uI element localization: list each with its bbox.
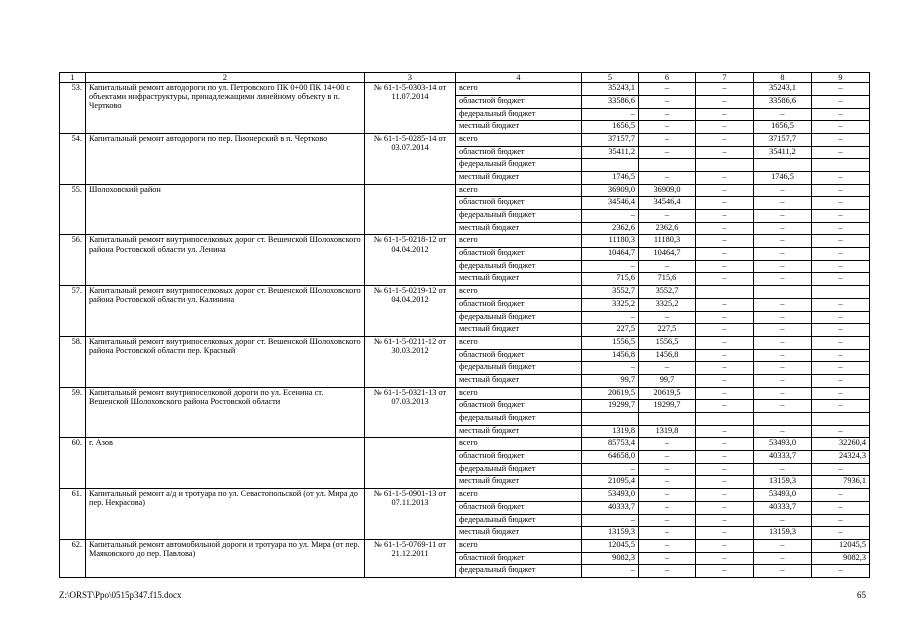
amount-cell [582,159,639,172]
amount-cell: – [812,387,870,400]
amount-cell: 10464,7 [582,248,639,261]
amount-cell: – [754,565,812,578]
amount-cell: – [639,463,696,476]
amount-cell: – [696,362,754,375]
funding-source: всего [456,387,582,400]
amount-cell: 11180,3 [639,235,696,248]
row-number: 62. [60,539,86,577]
amount-cell: – [812,527,870,540]
document-reference [365,438,456,489]
amount-cell: 40333,7 [754,501,812,514]
amount-cell: – [696,425,754,438]
row-number: 54. [60,133,86,184]
table-row [60,184,870,197]
funding-source: всего [456,83,582,96]
amount-cell: – [812,197,870,210]
header-cell: 9 [812,73,870,83]
funding-source: областной бюджет [456,552,582,565]
amount-cell: – [754,324,812,337]
amount-cell: 35411,2 [754,146,812,159]
amount-cell: – [696,248,754,261]
funding-source: местный бюджет [456,171,582,184]
amount-cell [582,413,639,426]
amount-cell: – [639,489,696,502]
amount-cell: 227,5 [582,324,639,337]
amount-cell: – [812,235,870,248]
document-reference: № 61-1-5-0285-14 от 03.07.2014 [365,133,456,184]
amount-cell [639,413,696,426]
amount-cell: – [696,552,754,565]
amount-cell: 2362,6 [639,222,696,235]
amount-cell: – [754,349,812,362]
amount-cell: – [696,336,754,349]
table-row [60,438,870,451]
document-reference: № 61-1-5-0218-12 от 04.04.2012 [365,235,456,286]
amount-cell: – [696,235,754,248]
amount-cell: – [812,108,870,121]
amount-cell: 53493,0 [582,489,639,502]
amount-cell: – [754,197,812,210]
amount-cell: – [754,387,812,400]
funding-source: федеральный бюджет [456,514,582,527]
amount-cell: 2362,6 [582,222,639,235]
amount-cell: – [639,565,696,578]
amount-cell: – [754,336,812,349]
table-row [60,336,870,349]
amount-cell: – [639,438,696,451]
object-description: Капитальный ремонт автомобильной дороги и тротуара по ул. Мира (от пер. Маяковского до пер. Павлова) [86,539,365,577]
funding-source: областной бюджет [456,146,582,159]
amount-cell: – [696,451,754,464]
object-description: Шолоховский район [86,184,365,235]
amount-cell: – [812,121,870,134]
amount-cell [754,159,812,172]
document-reference: № 61-1-5-0901-13 от 07.11.2013 [365,489,456,540]
amount-cell: – [754,425,812,438]
amount-cell: 13159,3 [754,527,812,540]
header-cell: 8 [754,73,812,83]
amount-cell: – [812,463,870,476]
amount-cell: – [696,514,754,527]
amount-cell: 37157,7 [582,133,639,146]
amount-cell: 33586,6 [582,95,639,108]
amount-cell: 99,7 [639,374,696,387]
funding-source: всего [456,184,582,197]
amount-cell: – [696,489,754,502]
amount-cell: – [754,260,812,273]
document-reference: № 61-1-5-0321-13 от 07.03.2013 [365,387,456,438]
amount-cell: – [812,565,870,578]
amount-cell: – [812,146,870,159]
amount-cell: – [754,273,812,286]
amount-cell: – [696,273,754,286]
amount-cell: – [696,298,754,311]
amount-cell: – [696,387,754,400]
page-number: 65 [857,590,866,600]
amount-cell: 3325,2 [582,298,639,311]
funding-source: федеральный бюджет [456,565,582,578]
funding-source: федеральный бюджет [456,108,582,121]
amount-cell [812,286,870,299]
amount-cell: – [812,248,870,261]
amount-cell: – [696,260,754,273]
amount-cell: – [754,235,812,248]
amount-cell: – [812,501,870,514]
amount-cell: – [582,565,639,578]
object-description: Капитальный ремонт а/д и тротуара по ул. Севастопольской (от ул. Мира до пер. Некрасова) [86,489,365,540]
amount-cell: – [696,501,754,514]
header-cell: 7 [696,73,754,83]
amount-cell: 19299,7 [582,400,639,413]
amount-cell: 715,6 [639,273,696,286]
row-number: 57. [60,286,86,337]
amount-cell: – [582,108,639,121]
document-reference: № 61-1-5-0769-11 от 21.12.2011 [365,539,456,577]
table-row [60,489,870,502]
amount-cell: – [639,83,696,96]
amount-cell: 10464,7 [639,248,696,261]
amount-cell: 1656,5 [754,121,812,134]
amount-cell: – [696,146,754,159]
amount-cell: – [696,400,754,413]
amount-cell: 715,6 [582,273,639,286]
amount-cell: – [812,222,870,235]
funding-source: всего [456,539,582,552]
table-row [60,387,870,400]
amount-cell: – [696,83,754,96]
amount-cell: – [812,133,870,146]
amount-cell: – [754,184,812,197]
funding-source: всего [456,235,582,248]
funding-source: местный бюджет [456,273,582,286]
amount-cell: – [754,108,812,121]
funding-source: местный бюджет [456,324,582,337]
amount-cell: 12045,5 [812,539,870,552]
amount-cell: 99,7 [582,374,639,387]
amount-cell: – [696,121,754,134]
amount-cell: 40333,7 [582,501,639,514]
amount-cell: 53493,0 [754,438,812,451]
amount-cell: – [639,108,696,121]
row-number: 61. [60,489,86,540]
funding-source: областной бюджет [456,197,582,210]
amount-cell: – [812,83,870,96]
row-number: 58. [60,336,86,387]
amount-cell: 1556,5 [582,336,639,349]
amount-cell: – [754,311,812,324]
amount-cell: 13159,3 [582,527,639,540]
funding-source: областной бюджет [456,298,582,311]
amount-cell: 53493,0 [754,489,812,502]
amount-cell: – [696,565,754,578]
amount-cell: 1556,5 [639,336,696,349]
row-number: 60. [60,438,86,489]
funding-source: федеральный бюджет [456,311,582,324]
funding-source: федеральный бюджет [456,463,582,476]
amount-cell: – [812,324,870,337]
amount-cell: 24324,3 [812,451,870,464]
amount-cell: – [696,539,754,552]
amount-cell: 35243,1 [582,83,639,96]
header-cell: 2 [86,73,365,83]
amount-cell: 3325,2 [639,298,696,311]
amount-cell: – [696,184,754,197]
object-description: Капитальный ремонт внутрипоселковой дороги по ул. Есенина ст. Вешенской Шолоховского района Ростовской области [86,387,365,438]
amount-cell: 9082,3 [812,552,870,565]
object-description: Капитальный ремонт внутрипоселковых дорог ст. Вешенской Шолоховского района Ростовской области ул. Ленина [86,235,365,286]
amount-cell: – [696,197,754,210]
amount-cell: – [754,539,812,552]
funding-source: федеральный бюджет [456,362,582,375]
funding-source: областной бюджет [456,248,582,261]
table-row [60,539,870,552]
amount-cell: – [812,489,870,502]
amount-cell: – [754,362,812,375]
funding-source: всего [456,286,582,299]
amount-cell: – [582,311,639,324]
amount-cell: 12045,5 [582,539,639,552]
amount-cell: 1319,8 [582,425,639,438]
amount-cell: – [696,324,754,337]
amount-cell: – [639,171,696,184]
amount-cell: 37157,7 [754,133,812,146]
amount-cell: 19299,7 [639,400,696,413]
object-description: г. Азов [86,438,365,489]
document-reference: № 61-1-5-0303-14 от 11.07.2014 [365,83,456,134]
amount-cell: – [754,463,812,476]
amount-cell: – [812,273,870,286]
amount-cell: – [696,476,754,489]
amount-cell: – [812,260,870,273]
amount-cell: – [639,514,696,527]
document-reference: № 61-1-5-0211-12 от 30.03.2012 [365,336,456,387]
amount-cell: – [812,514,870,527]
amount-cell: 3552,7 [639,286,696,299]
funding-source: местный бюджет [456,527,582,540]
funding-source: всего [456,438,582,451]
table-row [60,286,870,299]
funding-source: областной бюджет [456,400,582,413]
amount-cell: – [754,210,812,223]
funding-source: областной бюджет [456,501,582,514]
amount-cell: 3552,7 [582,286,639,299]
amount-cell: – [754,400,812,413]
amount-cell: – [812,400,870,413]
funding-source: федеральный бюджет [456,210,582,223]
amount-cell: – [696,463,754,476]
amount-cell: 36909,0 [639,184,696,197]
amount-cell: – [812,311,870,324]
funding-source: всего [456,133,582,146]
amount-cell: – [696,349,754,362]
amount-cell: – [639,552,696,565]
amount-cell: – [812,336,870,349]
amount-cell [696,413,754,426]
amount-cell [754,413,812,426]
amount-cell: – [812,374,870,387]
amount-cell: – [754,514,812,527]
object-description: Капитальный ремонт внутрипоселковых дорог ст. Вешенской Шолоховского района Ростовской области ул. Калинина [86,286,365,337]
funding-source: федеральный бюджет [456,413,582,426]
amount-cell: 227,5 [639,324,696,337]
amount-cell: – [696,133,754,146]
amount-cell: 13159,3 [754,476,812,489]
funding-source: всего [456,489,582,502]
amount-cell: – [696,527,754,540]
amount-cell: – [754,248,812,261]
amount-cell: – [639,260,696,273]
amount-cell: 35411,2 [582,146,639,159]
funding-source: местный бюджет [456,374,582,387]
amount-cell: – [582,463,639,476]
amount-cell: – [639,451,696,464]
amount-cell: – [812,171,870,184]
amount-cell [812,159,870,172]
amount-cell: 32260,4 [812,438,870,451]
funding-source: областной бюджет [456,349,582,362]
amount-cell: 9082,3 [582,552,639,565]
table-row [60,133,870,146]
funding-source: областной бюджет [456,95,582,108]
amount-cell: – [582,362,639,375]
row-number: 56. [60,235,86,286]
document-reference: № 61-1-5-0219-12 от 04.04.2012 [365,286,456,337]
amount-cell: – [639,121,696,134]
amount-cell: – [639,501,696,514]
header-cell: 5 [582,73,639,83]
amount-cell: – [639,362,696,375]
amount-cell: – [812,362,870,375]
amount-cell: 7936,1 [812,476,870,489]
funding-source: федеральный бюджет [456,260,582,273]
amount-cell: 1456,8 [639,349,696,362]
amount-cell [754,286,812,299]
amount-cell: 1456,8 [582,349,639,362]
budget-table [59,72,870,578]
amount-cell: – [639,476,696,489]
amount-cell: 35243,1 [754,83,812,96]
amount-cell: 34546,4 [582,197,639,210]
amount-cell: 1746,5 [582,171,639,184]
amount-cell: – [639,539,696,552]
object-description: Капитальный ремонт автодороги по пер. Пионерский в п. Чертково [86,133,365,184]
amount-cell: – [696,438,754,451]
document-reference [365,184,456,235]
amount-cell: 40333,7 [754,451,812,464]
header-cell: 1 [60,73,86,83]
amount-cell: – [639,210,696,223]
amount-cell: 36909,0 [582,184,639,197]
amount-cell: – [582,514,639,527]
amount-cell: – [696,311,754,324]
header-cell: 3 [365,73,456,83]
amount-cell: 1656,5 [582,121,639,134]
amount-cell: – [812,95,870,108]
object-description: Капитальный ремонт внутрипоселковых дорог ст. Вешенской Шолоховского района Ростовской области пер. Красный [86,336,365,387]
header-cell: 4 [456,73,582,83]
amount-cell: – [754,298,812,311]
header-row [60,73,870,83]
funding-source: местный бюджет [456,476,582,489]
table-row [60,83,870,96]
amount-cell: 85753,4 [582,438,639,451]
amount-cell: – [754,552,812,565]
amount-cell: – [639,311,696,324]
amount-cell: 64658,0 [582,451,639,464]
row-number: 55. [60,184,86,235]
amount-cell: 20619,5 [582,387,639,400]
header-cell: 6 [639,73,696,83]
amount-cell: – [639,527,696,540]
object-description: Капитальный ремонт автодороги по ул. Петровского ПК 0+00 ПК 14+00 с объектами инфраструктуры, принадлежащими линейному объекту в п. Чертково [86,83,365,134]
funding-source: областной бюджет [456,451,582,464]
amount-cell: – [696,108,754,121]
amount-cell: – [696,210,754,223]
amount-cell: 34546,4 [639,197,696,210]
funding-source: местный бюджет [456,425,582,438]
amount-cell [696,286,754,299]
amount-cell: 1746,5 [754,171,812,184]
amount-cell: – [812,298,870,311]
row-number: 53. [60,83,86,134]
amount-cell: – [582,260,639,273]
row-number: 59. [60,387,86,438]
amount-cell: – [754,374,812,387]
amount-cell: 11180,3 [582,235,639,248]
funding-source: местный бюджет [456,222,582,235]
amount-cell: – [696,374,754,387]
amount-cell: 20619,5 [639,387,696,400]
amount-cell: 33586,6 [754,95,812,108]
amount-cell: – [639,146,696,159]
amount-cell: – [812,425,870,438]
amount-cell: – [696,171,754,184]
amount-cell [639,159,696,172]
table-row [60,235,870,248]
amount-cell: – [812,184,870,197]
amount-cell: – [696,95,754,108]
amount-cell: – [696,222,754,235]
amount-cell: – [812,349,870,362]
amount-cell: 1319,8 [639,425,696,438]
funding-source: всего [456,336,582,349]
amount-cell: – [639,133,696,146]
funding-source: местный бюджет [456,121,582,134]
amount-cell [812,413,870,426]
amount-cell: – [754,222,812,235]
funding-source: федеральный бюджет [456,159,582,172]
amount-cell: 21095,4 [582,476,639,489]
amount-cell: – [812,210,870,223]
amount-cell: – [582,210,639,223]
amount-cell: – [639,95,696,108]
amount-cell [696,159,754,172]
file-path: Z:\ORST\Ppo\0515p347.f15.docx [59,590,182,600]
